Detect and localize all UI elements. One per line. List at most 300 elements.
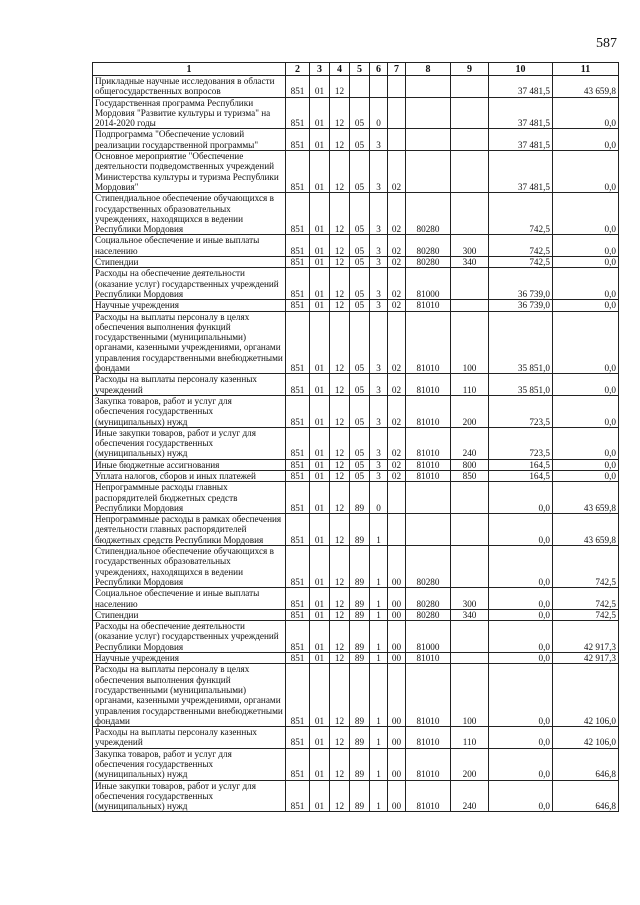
code-cell: 80280 <box>406 235 451 257</box>
code-cell: 89 <box>350 748 370 780</box>
table-row <box>93 300 619 311</box>
code-cell <box>451 300 489 311</box>
amount-cell: 0,0 <box>489 482 553 514</box>
column-header: 8 <box>406 63 451 76</box>
row-name-cell: Расходы на выплаты персоналу казенных учреждений <box>93 374 286 396</box>
code-cell: 12 <box>330 514 350 546</box>
code-cell: 300 <box>451 588 489 610</box>
code-cell: 12 <box>330 427 350 459</box>
code-cell <box>350 76 370 98</box>
amount-cell: 0,0 <box>553 268 619 300</box>
amount-cell: 742,5 <box>553 609 619 620</box>
code-cell: 12 <box>330 546 350 588</box>
page-number: 587 <box>596 36 617 51</box>
amount-cell: 742,5 <box>489 257 553 268</box>
code-cell: 851 <box>286 129 310 151</box>
table-row <box>93 76 619 98</box>
code-cell: 05 <box>350 257 370 268</box>
column-header: 1 <box>93 63 286 76</box>
code-cell: 01 <box>310 459 330 470</box>
code-cell: 3 <box>370 470 388 481</box>
code-cell: 851 <box>286 727 310 749</box>
code-cell: 89 <box>350 609 370 620</box>
row-name-cell: Иные бюджетные ассигнования <box>93 459 286 470</box>
amount-cell: 0,0 <box>553 470 619 481</box>
code-cell: 89 <box>350 653 370 664</box>
code-cell: 12 <box>330 482 350 514</box>
code-cell: 800 <box>451 459 489 470</box>
code-cell: 340 <box>451 257 489 268</box>
code-cell <box>451 653 489 664</box>
code-cell: 200 <box>451 395 489 427</box>
amount-cell: 0,0 <box>489 588 553 610</box>
code-cell: 12 <box>330 588 350 610</box>
amount-cell: 0,0 <box>489 653 553 664</box>
code-cell: 01 <box>310 653 330 664</box>
code-cell: 3 <box>370 311 388 374</box>
code-cell <box>406 514 451 546</box>
code-cell: 851 <box>286 653 310 664</box>
amount-cell: 0,0 <box>553 459 619 470</box>
amount-cell: 646,8 <box>553 748 619 780</box>
code-cell <box>451 514 489 546</box>
code-cell <box>388 482 406 514</box>
table-row <box>93 129 619 151</box>
code-cell: 12 <box>330 76 350 98</box>
amount-cell: 164,5 <box>489 470 553 481</box>
column-header: 6 <box>370 63 388 76</box>
table-row <box>93 470 619 481</box>
code-cell: 12 <box>330 653 350 664</box>
code-cell: 851 <box>286 427 310 459</box>
code-cell: 1 <box>370 514 388 546</box>
code-cell: 3 <box>370 268 388 300</box>
code-cell <box>388 97 406 129</box>
row-name-cell: Социальное обеспечение и иные выплаты населению <box>93 588 286 610</box>
amount-cell: 646,8 <box>553 780 619 812</box>
code-cell: 851 <box>286 748 310 780</box>
code-cell <box>451 97 489 129</box>
code-cell: 02 <box>388 300 406 311</box>
code-cell: 12 <box>330 257 350 268</box>
code-cell: 81010 <box>406 470 451 481</box>
code-cell: 110 <box>451 374 489 396</box>
code-cell: 80280 <box>406 588 451 610</box>
code-cell: 851 <box>286 311 310 374</box>
code-cell: 89 <box>350 727 370 749</box>
amount-cell: 0,0 <box>553 395 619 427</box>
code-cell: 81010 <box>406 727 451 749</box>
column-header: 10 <box>489 63 553 76</box>
code-cell <box>451 621 489 653</box>
code-cell: 89 <box>350 482 370 514</box>
row-name-cell: Расходы на обеспечение деятельности (оказание услуг) государственных учреждений Республики Мордовия <box>93 621 286 653</box>
code-cell: 3 <box>370 129 388 151</box>
code-cell: 851 <box>286 514 310 546</box>
row-name-cell: Научные учреждения <box>93 300 286 311</box>
row-name-cell: Социальное обеспечение и иные выплаты населению <box>93 235 286 257</box>
amount-cell: 0,0 <box>489 609 553 620</box>
code-cell: 3 <box>370 193 388 235</box>
amount-cell: 43 659,8 <box>553 76 619 98</box>
code-cell: 01 <box>310 482 330 514</box>
code-cell: 851 <box>286 621 310 653</box>
amount-cell: 0,0 <box>489 780 553 812</box>
code-cell: 81010 <box>406 395 451 427</box>
table-row <box>93 664 619 727</box>
table-row <box>93 395 619 427</box>
row-name-cell: Расходы на обеспечение деятельности (оказание услуг) государственных учреждений Республики Мордовия <box>93 268 286 300</box>
code-cell: 12 <box>330 609 350 620</box>
code-cell: 01 <box>310 748 330 780</box>
row-name-cell: Иные закупки товаров, работ и услуг для обеспечения государственных (муниципальных) нужд <box>93 427 286 459</box>
code-cell: 851 <box>286 588 310 610</box>
row-name-cell: Государственная программа Республики Мордовия "Развитие культуры и туризма" на 2014-2020 годы <box>93 97 286 129</box>
code-cell: 01 <box>310 151 330 193</box>
row-name-cell: Прикладные научные исследования в области общегосударственных вопросов <box>93 76 286 98</box>
row-name-cell: Расходы на выплаты персоналу в целях обеспечения выполнения функций государственными (муниципальными) органами, казенными учреждениями, органами управления государственными внебюджетными фондами <box>93 664 286 727</box>
row-name-cell: Подпрограмма "Обеспечение условий реализации государственной программы" <box>93 129 286 151</box>
amount-cell: 0,0 <box>553 235 619 257</box>
code-cell: 12 <box>330 748 350 780</box>
code-cell <box>451 129 489 151</box>
code-cell: 12 <box>330 780 350 812</box>
code-cell: 05 <box>350 459 370 470</box>
code-cell <box>451 193 489 235</box>
column-header: 3 <box>310 63 330 76</box>
code-cell: 05 <box>350 311 370 374</box>
code-cell <box>406 97 451 129</box>
table-row <box>93 546 619 588</box>
table-row <box>93 609 619 620</box>
table-row <box>93 588 619 610</box>
amount-cell: 43 659,8 <box>553 514 619 546</box>
code-cell: 12 <box>330 151 350 193</box>
column-header: 11 <box>553 63 619 76</box>
code-cell: 0 <box>370 97 388 129</box>
amount-cell: 36 739,0 <box>489 268 553 300</box>
code-cell: 12 <box>330 727 350 749</box>
code-cell: 1 <box>370 546 388 588</box>
code-cell: 00 <box>388 727 406 749</box>
code-cell: 02 <box>388 257 406 268</box>
code-cell: 00 <box>388 588 406 610</box>
table-row <box>93 151 619 193</box>
code-cell: 81010 <box>406 374 451 396</box>
code-cell: 81010 <box>406 311 451 374</box>
code-cell: 12 <box>330 459 350 470</box>
column-header: 9 <box>451 63 489 76</box>
table-row <box>93 653 619 664</box>
code-cell: 89 <box>350 780 370 812</box>
amount-cell: 42 917,3 <box>553 621 619 653</box>
code-cell: 89 <box>350 546 370 588</box>
amount-cell: 0,0 <box>553 427 619 459</box>
code-cell: 81010 <box>406 780 451 812</box>
code-cell: 02 <box>388 235 406 257</box>
amount-cell: 37 481,5 <box>489 129 553 151</box>
code-cell: 01 <box>310 395 330 427</box>
code-cell: 1 <box>370 653 388 664</box>
code-cell: 12 <box>330 268 350 300</box>
amount-cell: 37 481,5 <box>489 151 553 193</box>
code-cell: 851 <box>286 193 310 235</box>
code-cell: 81000 <box>406 268 451 300</box>
row-name-cell: Уплата налогов, сборов и иных платежей <box>93 470 286 481</box>
code-cell: 851 <box>286 470 310 481</box>
amount-cell: 42 106,0 <box>553 664 619 727</box>
amount-cell: 35 851,0 <box>489 311 553 374</box>
code-cell: 851 <box>286 482 310 514</box>
code-cell: 01 <box>310 235 330 257</box>
code-cell: 300 <box>451 235 489 257</box>
code-cell: 89 <box>350 514 370 546</box>
amount-cell: 742,5 <box>553 588 619 610</box>
code-cell: 01 <box>310 588 330 610</box>
amount-cell: 0,0 <box>553 193 619 235</box>
amount-cell: 0,0 <box>553 311 619 374</box>
code-cell: 01 <box>310 129 330 151</box>
amount-cell: 164,5 <box>489 459 553 470</box>
table-row <box>93 748 619 780</box>
row-name-cell: Закупка товаров, работ и услуг для обеспечения государственных (муниципальных) нужд <box>93 395 286 427</box>
code-cell: 05 <box>350 235 370 257</box>
code-cell: 3 <box>370 235 388 257</box>
code-cell: 81010 <box>406 748 451 780</box>
code-cell: 00 <box>388 546 406 588</box>
code-cell: 01 <box>310 514 330 546</box>
code-cell: 3 <box>370 374 388 396</box>
code-cell <box>451 268 489 300</box>
code-cell: 1 <box>370 621 388 653</box>
code-cell: 05 <box>350 470 370 481</box>
code-cell: 12 <box>330 97 350 129</box>
code-cell: 01 <box>310 546 330 588</box>
code-cell <box>406 151 451 193</box>
code-cell: 01 <box>310 76 330 98</box>
code-cell: 12 <box>330 300 350 311</box>
amount-cell: 36 739,0 <box>489 300 553 311</box>
code-cell: 05 <box>350 151 370 193</box>
code-cell: 12 <box>330 470 350 481</box>
code-cell: 110 <box>451 727 489 749</box>
code-cell: 01 <box>310 374 330 396</box>
code-cell: 1 <box>370 664 388 727</box>
code-cell: 851 <box>286 395 310 427</box>
code-cell: 00 <box>388 653 406 664</box>
code-cell: 05 <box>350 395 370 427</box>
amount-cell: 37 481,5 <box>489 76 553 98</box>
code-cell: 00 <box>388 621 406 653</box>
code-cell: 12 <box>330 193 350 235</box>
amount-cell: 723,5 <box>489 427 553 459</box>
code-cell <box>451 76 489 98</box>
amount-cell: 0,0 <box>553 374 619 396</box>
column-header: 4 <box>330 63 350 76</box>
budget-table <box>92 62 619 812</box>
code-cell: 01 <box>310 621 330 653</box>
code-cell: 81010 <box>406 664 451 727</box>
table-header-row <box>93 63 619 76</box>
column-header: 5 <box>350 63 370 76</box>
code-cell: 1 <box>370 748 388 780</box>
code-cell <box>388 514 406 546</box>
code-cell: 340 <box>451 609 489 620</box>
amount-cell: 0,0 <box>553 257 619 268</box>
table-row <box>93 427 619 459</box>
code-cell: 02 <box>388 395 406 427</box>
table-row <box>93 514 619 546</box>
code-cell: 02 <box>388 427 406 459</box>
code-cell: 0 <box>370 482 388 514</box>
amount-cell: 0,0 <box>489 664 553 727</box>
code-cell: 02 <box>388 374 406 396</box>
code-cell: 02 <box>388 459 406 470</box>
code-cell: 89 <box>350 588 370 610</box>
code-cell: 00 <box>388 748 406 780</box>
code-cell: 05 <box>350 427 370 459</box>
row-name-cell: Стипендиальное обеспечение обучающихся в государственных образовательных учреждениях, находящихся в ведении Республики Мордовия <box>93 546 286 588</box>
code-cell: 12 <box>330 664 350 727</box>
code-cell <box>388 76 406 98</box>
amount-cell: 0,0 <box>553 97 619 129</box>
table-row <box>93 193 619 235</box>
code-cell: 02 <box>388 151 406 193</box>
code-cell: 1 <box>370 588 388 610</box>
code-cell: 01 <box>310 470 330 481</box>
code-cell: 3 <box>370 427 388 459</box>
table-row <box>93 311 619 374</box>
code-cell: 851 <box>286 546 310 588</box>
code-cell: 01 <box>310 193 330 235</box>
row-name-cell: Иные закупки товаров, работ и услуг для обеспечения государственных (муниципальных) нужд <box>93 780 286 812</box>
code-cell <box>451 546 489 588</box>
code-cell: 01 <box>310 268 330 300</box>
amount-cell: 742,5 <box>489 193 553 235</box>
table-row <box>93 482 619 514</box>
table-row <box>93 235 619 257</box>
code-cell: 3 <box>370 459 388 470</box>
row-name-cell: Стипендии <box>93 609 286 620</box>
amount-cell: 0,0 <box>489 546 553 588</box>
code-cell: 00 <box>388 609 406 620</box>
code-cell: 02 <box>388 268 406 300</box>
amount-cell: 37 481,5 <box>489 97 553 129</box>
code-cell <box>406 76 451 98</box>
amount-cell: 0,0 <box>553 300 619 311</box>
code-cell: 12 <box>330 395 350 427</box>
code-cell: 81010 <box>406 459 451 470</box>
amount-cell: 723,5 <box>489 395 553 427</box>
code-cell: 1 <box>370 609 388 620</box>
code-cell: 05 <box>350 374 370 396</box>
table-row <box>93 459 619 470</box>
code-cell: 00 <box>388 780 406 812</box>
code-cell: 81010 <box>406 653 451 664</box>
code-cell: 200 <box>451 748 489 780</box>
amount-cell: 42 106,0 <box>553 727 619 749</box>
code-cell <box>406 129 451 151</box>
code-cell: 12 <box>330 235 350 257</box>
code-cell: 05 <box>350 129 370 151</box>
code-cell: 12 <box>330 311 350 374</box>
amount-cell: 0,0 <box>489 748 553 780</box>
code-cell: 851 <box>286 459 310 470</box>
code-cell: 01 <box>310 609 330 620</box>
code-cell: 05 <box>350 300 370 311</box>
amount-cell: 0,0 <box>489 514 553 546</box>
code-cell: 12 <box>330 374 350 396</box>
code-cell: 851 <box>286 97 310 129</box>
row-name-cell: Стипендиальное обеспечение обучающихся в государственных образовательных учреждениях, находящихся в ведении Республики Мордовия <box>93 193 286 235</box>
code-cell: 02 <box>388 470 406 481</box>
code-cell <box>370 76 388 98</box>
code-cell: 1 <box>370 780 388 812</box>
code-cell: 851 <box>286 664 310 727</box>
table-row <box>93 97 619 129</box>
code-cell: 01 <box>310 97 330 129</box>
code-cell: 12 <box>330 129 350 151</box>
code-cell: 01 <box>310 664 330 727</box>
code-cell: 3 <box>370 257 388 268</box>
row-name-cell: Непрограммные расходы в рамках обеспечения деятельности главных распорядителей бюджетных средств Республики Мордовия <box>93 514 286 546</box>
table-row <box>93 257 619 268</box>
amount-cell: 742,5 <box>553 546 619 588</box>
amount-cell: 0,0 <box>553 151 619 193</box>
row-name-cell: Научные учреждения <box>93 653 286 664</box>
code-cell: 02 <box>388 311 406 374</box>
code-cell: 80280 <box>406 257 451 268</box>
code-cell: 240 <box>451 427 489 459</box>
code-cell: 01 <box>310 427 330 459</box>
table-row <box>93 374 619 396</box>
code-cell: 80280 <box>406 193 451 235</box>
code-cell: 851 <box>286 780 310 812</box>
amount-cell: 42 917,3 <box>553 653 619 664</box>
code-cell <box>406 482 451 514</box>
code-cell: 05 <box>350 97 370 129</box>
amount-cell: 0,0 <box>489 727 553 749</box>
code-cell: 01 <box>310 257 330 268</box>
code-cell: 12 <box>330 621 350 653</box>
code-cell: 240 <box>451 780 489 812</box>
table-body <box>93 76 619 812</box>
row-name-cell: Непрограммные расходы главных распорядителей бюджетных средств Республики Мордовия <box>93 482 286 514</box>
code-cell: 05 <box>350 193 370 235</box>
column-header: 2 <box>286 63 310 76</box>
code-cell: 81000 <box>406 621 451 653</box>
code-cell: 100 <box>451 664 489 727</box>
code-cell: 100 <box>451 311 489 374</box>
amount-cell: 742,5 <box>489 235 553 257</box>
code-cell <box>451 482 489 514</box>
amount-cell: 0,0 <box>553 129 619 151</box>
code-cell: 05 <box>350 268 370 300</box>
row-name-cell: Закупка товаров, работ и услуг для обеспечения государственных (муниципальных) нужд <box>93 748 286 780</box>
code-cell: 02 <box>388 193 406 235</box>
row-name-cell: Расходы на выплаты персоналу казенных учреждений <box>93 727 286 749</box>
code-cell: 01 <box>310 311 330 374</box>
code-cell: 81010 <box>406 300 451 311</box>
amount-cell: 0,0 <box>489 621 553 653</box>
code-cell: 851 <box>286 151 310 193</box>
code-cell: 851 <box>286 609 310 620</box>
code-cell: 851 <box>286 235 310 257</box>
row-name-cell: Стипендии <box>93 257 286 268</box>
code-cell: 81010 <box>406 427 451 459</box>
code-cell: 851 <box>286 257 310 268</box>
code-cell: 3 <box>370 300 388 311</box>
